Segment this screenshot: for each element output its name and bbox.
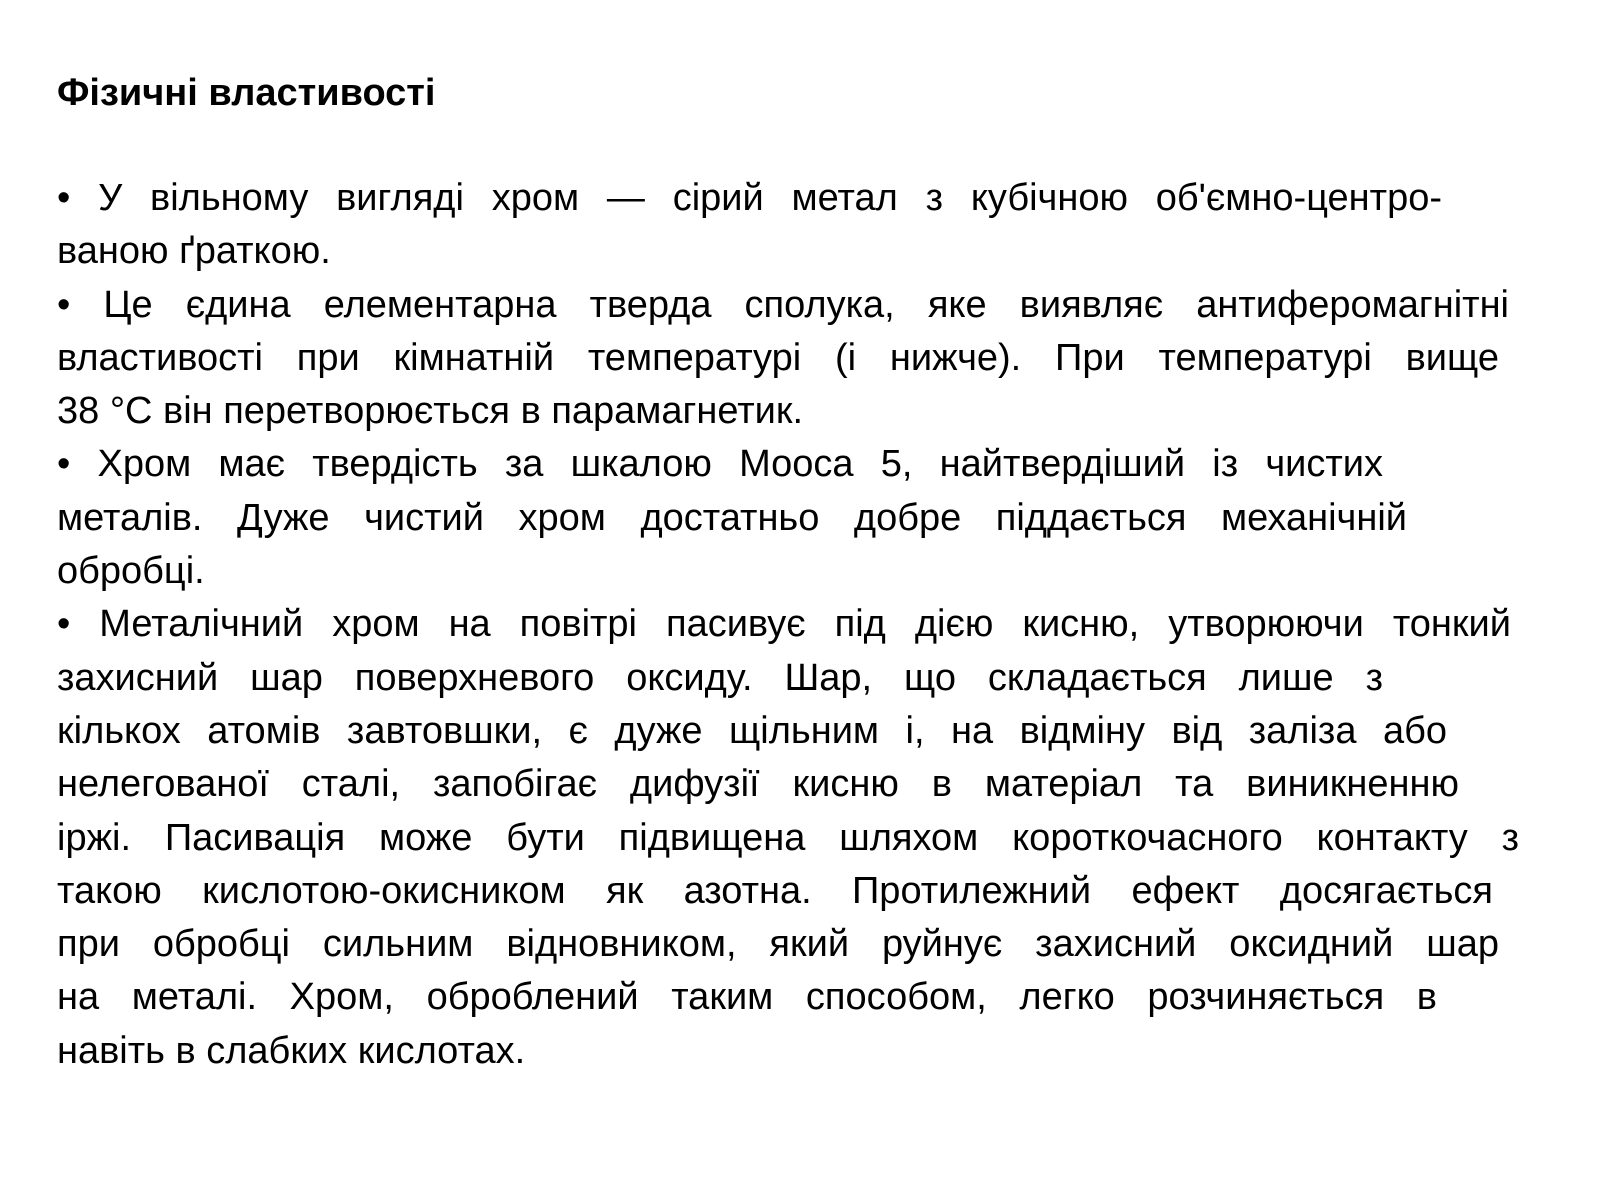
text-line: • У вільному вигляді хром — сірий метал з кубічною об'ємно-центро- — [57, 177, 1442, 219]
text-line: такою кислотою-окисником як азотна. Протилежний ефект досягається — [57, 869, 1493, 912]
text-line: на металі. Хром, оброблений таким способом, легко розчиняється в — [57, 976, 1437, 1019]
text-line: • Металічний хром на повітрі пасивує під дією кисню, утворюючи тонкий — [57, 603, 1511, 646]
text-line: ваною ґраткою. — [57, 230, 331, 273]
text-line: металів. Дуже чистий хром достатньо добре піддається механічній — [57, 496, 1407, 539]
text-line: 38 °C він перетворюється в парамагнетик. — [57, 390, 804, 433]
text-line: • Хром має твердість за шкалою Мооса 5, найтвердіший із чистих — [57, 443, 1383, 486]
slide-title: Фізичні властивості — [57, 72, 436, 114]
text-line: • Це єдина елементарна тверда сполука, яке виявляє антиферомагнітні — [57, 283, 1509, 326]
text-line: властивості при кімнатній температурі (і нижче). При температурі вище — [57, 336, 1499, 379]
slide-body — [57, 172, 1557, 1078]
text-line: при обробці сильним відновником, який руйнує захисний оксидний шар — [57, 923, 1499, 966]
text-line: кількох атомів завтовшки, є дуже щільним і, на відміну від заліза або — [57, 709, 1447, 752]
text-line: обробці. — [57, 550, 205, 593]
text-line: нелегованої сталі, запобігає дифузії кисню в матеріал та виникненню — [57, 763, 1459, 806]
text-line: іржі. Пасивація може бути підвищена шляхом короткочасного контакту з — [57, 816, 1519, 859]
text-line: захисний шар поверхневого оксиду. Шар, що складається лише з — [57, 656, 1383, 699]
text-line: навіть в слабких кислотах. — [57, 1029, 526, 1072]
